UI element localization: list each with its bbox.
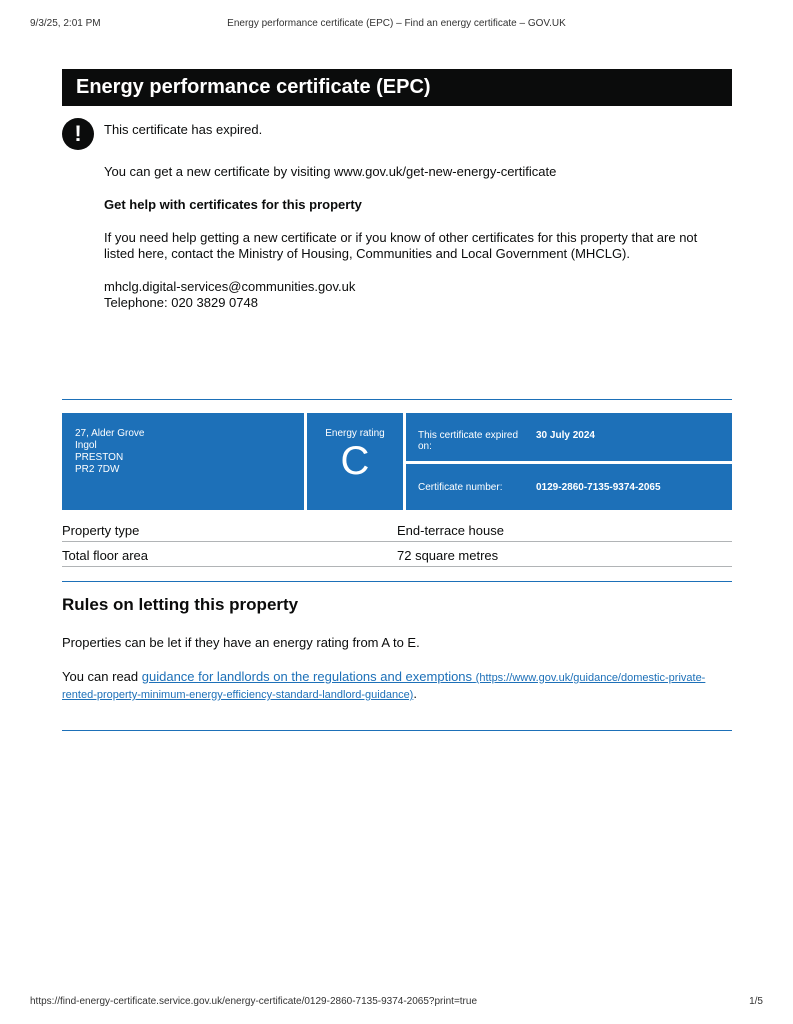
certificate-number-panel <box>406 464 732 510</box>
energy-rating-label: Energy rating <box>325 428 385 439</box>
summary-row <box>62 517 732 542</box>
property-address <box>62 413 304 510</box>
section-divider <box>62 581 732 582</box>
landlord-guidance-paragraph <box>62 669 722 703</box>
print-footer <box>0 990 793 1010</box>
help-text: If you need help getting a new certificate or if you know of other certificates for this property that are not listed here, contact the Ministry of Housing, Communities and Local Government (MHCLG). <box>104 230 698 261</box>
page-title-banner <box>62 69 732 106</box>
address-line: Ingol <box>75 440 97 451</box>
address-line: PRESTON <box>75 452 124 463</box>
summary-key: Property type <box>62 523 140 538</box>
landlord-guidance-link-text: guidance for landlords on the regulations and exemptions <box>141 669 473 684</box>
letting-rules-heading: Rules on letting this property <box>62 595 299 614</box>
guidance-prefix: You can read <box>62 669 142 684</box>
contact-email: mhclg.digital-services@communities.gov.uk <box>104 279 356 294</box>
landlord-guidance-link-url: (https://www.gov.uk/guidance/domestic-private-rented-property-minimum-energy-efficiency-standard-landlord-guidance) <box>62 672 706 701</box>
page-number: 1/5 <box>749 996 763 1007</box>
section-divider <box>62 730 732 731</box>
print-page-title: Energy performance certificate (EPC) – Find an energy certificate – GOV.UK <box>227 18 566 29</box>
certificate-number: 0129-2860-7135-9374-2065 <box>536 482 661 493</box>
letting-rules-text: Properties can be let if they have an energy rating from A to E. <box>62 635 420 650</box>
summary-value: End-terrace house <box>397 523 504 538</box>
property-summary-list <box>62 517 732 567</box>
print-datetime: 9/3/25, 2:01 PM <box>30 18 101 29</box>
summary-row <box>62 542 732 567</box>
energy-rating-panel <box>307 413 403 510</box>
print-header <box>0 0 793 30</box>
address-line: PR2 7DW <box>75 464 120 475</box>
energy-rating-letter: C <box>340 439 370 483</box>
help-heading: Get help with certificates for this property <box>104 197 362 212</box>
page-title: Energy performance certificate (EPC) <box>76 76 431 98</box>
section-divider <box>62 399 732 400</box>
contact-telephone: Telephone: 020 3829 0748 <box>104 295 258 310</box>
expired-text: This certificate has expired. <box>104 122 263 137</box>
expiry-panel <box>406 413 732 461</box>
expiry-label: This certificate expired on: <box>418 430 519 452</box>
guidance-suffix: . <box>413 686 417 701</box>
exclamation-icon: ! <box>62 118 94 150</box>
summary-key: Total floor area <box>62 548 148 563</box>
address-line: 27, Alder Grove <box>75 428 145 439</box>
new-certificate-text: You can get a new certificate by visiting www.gov.uk/get-new-energy-certificate <box>104 164 557 179</box>
epc-summary-box <box>62 413 732 510</box>
print-url: https://find-energy-certificate.service.gov.uk/energy-certificate/0129-2860-7135-9374-2065?print=true <box>30 996 478 1007</box>
warning-body <box>104 122 724 311</box>
summary-value: 72 square metres <box>397 548 499 563</box>
landlord-guidance-link[interactable] <box>62 669 705 701</box>
certificate-number-label: Certificate number: <box>418 482 503 493</box>
expiry-date: 30 July 2024 <box>536 430 595 441</box>
